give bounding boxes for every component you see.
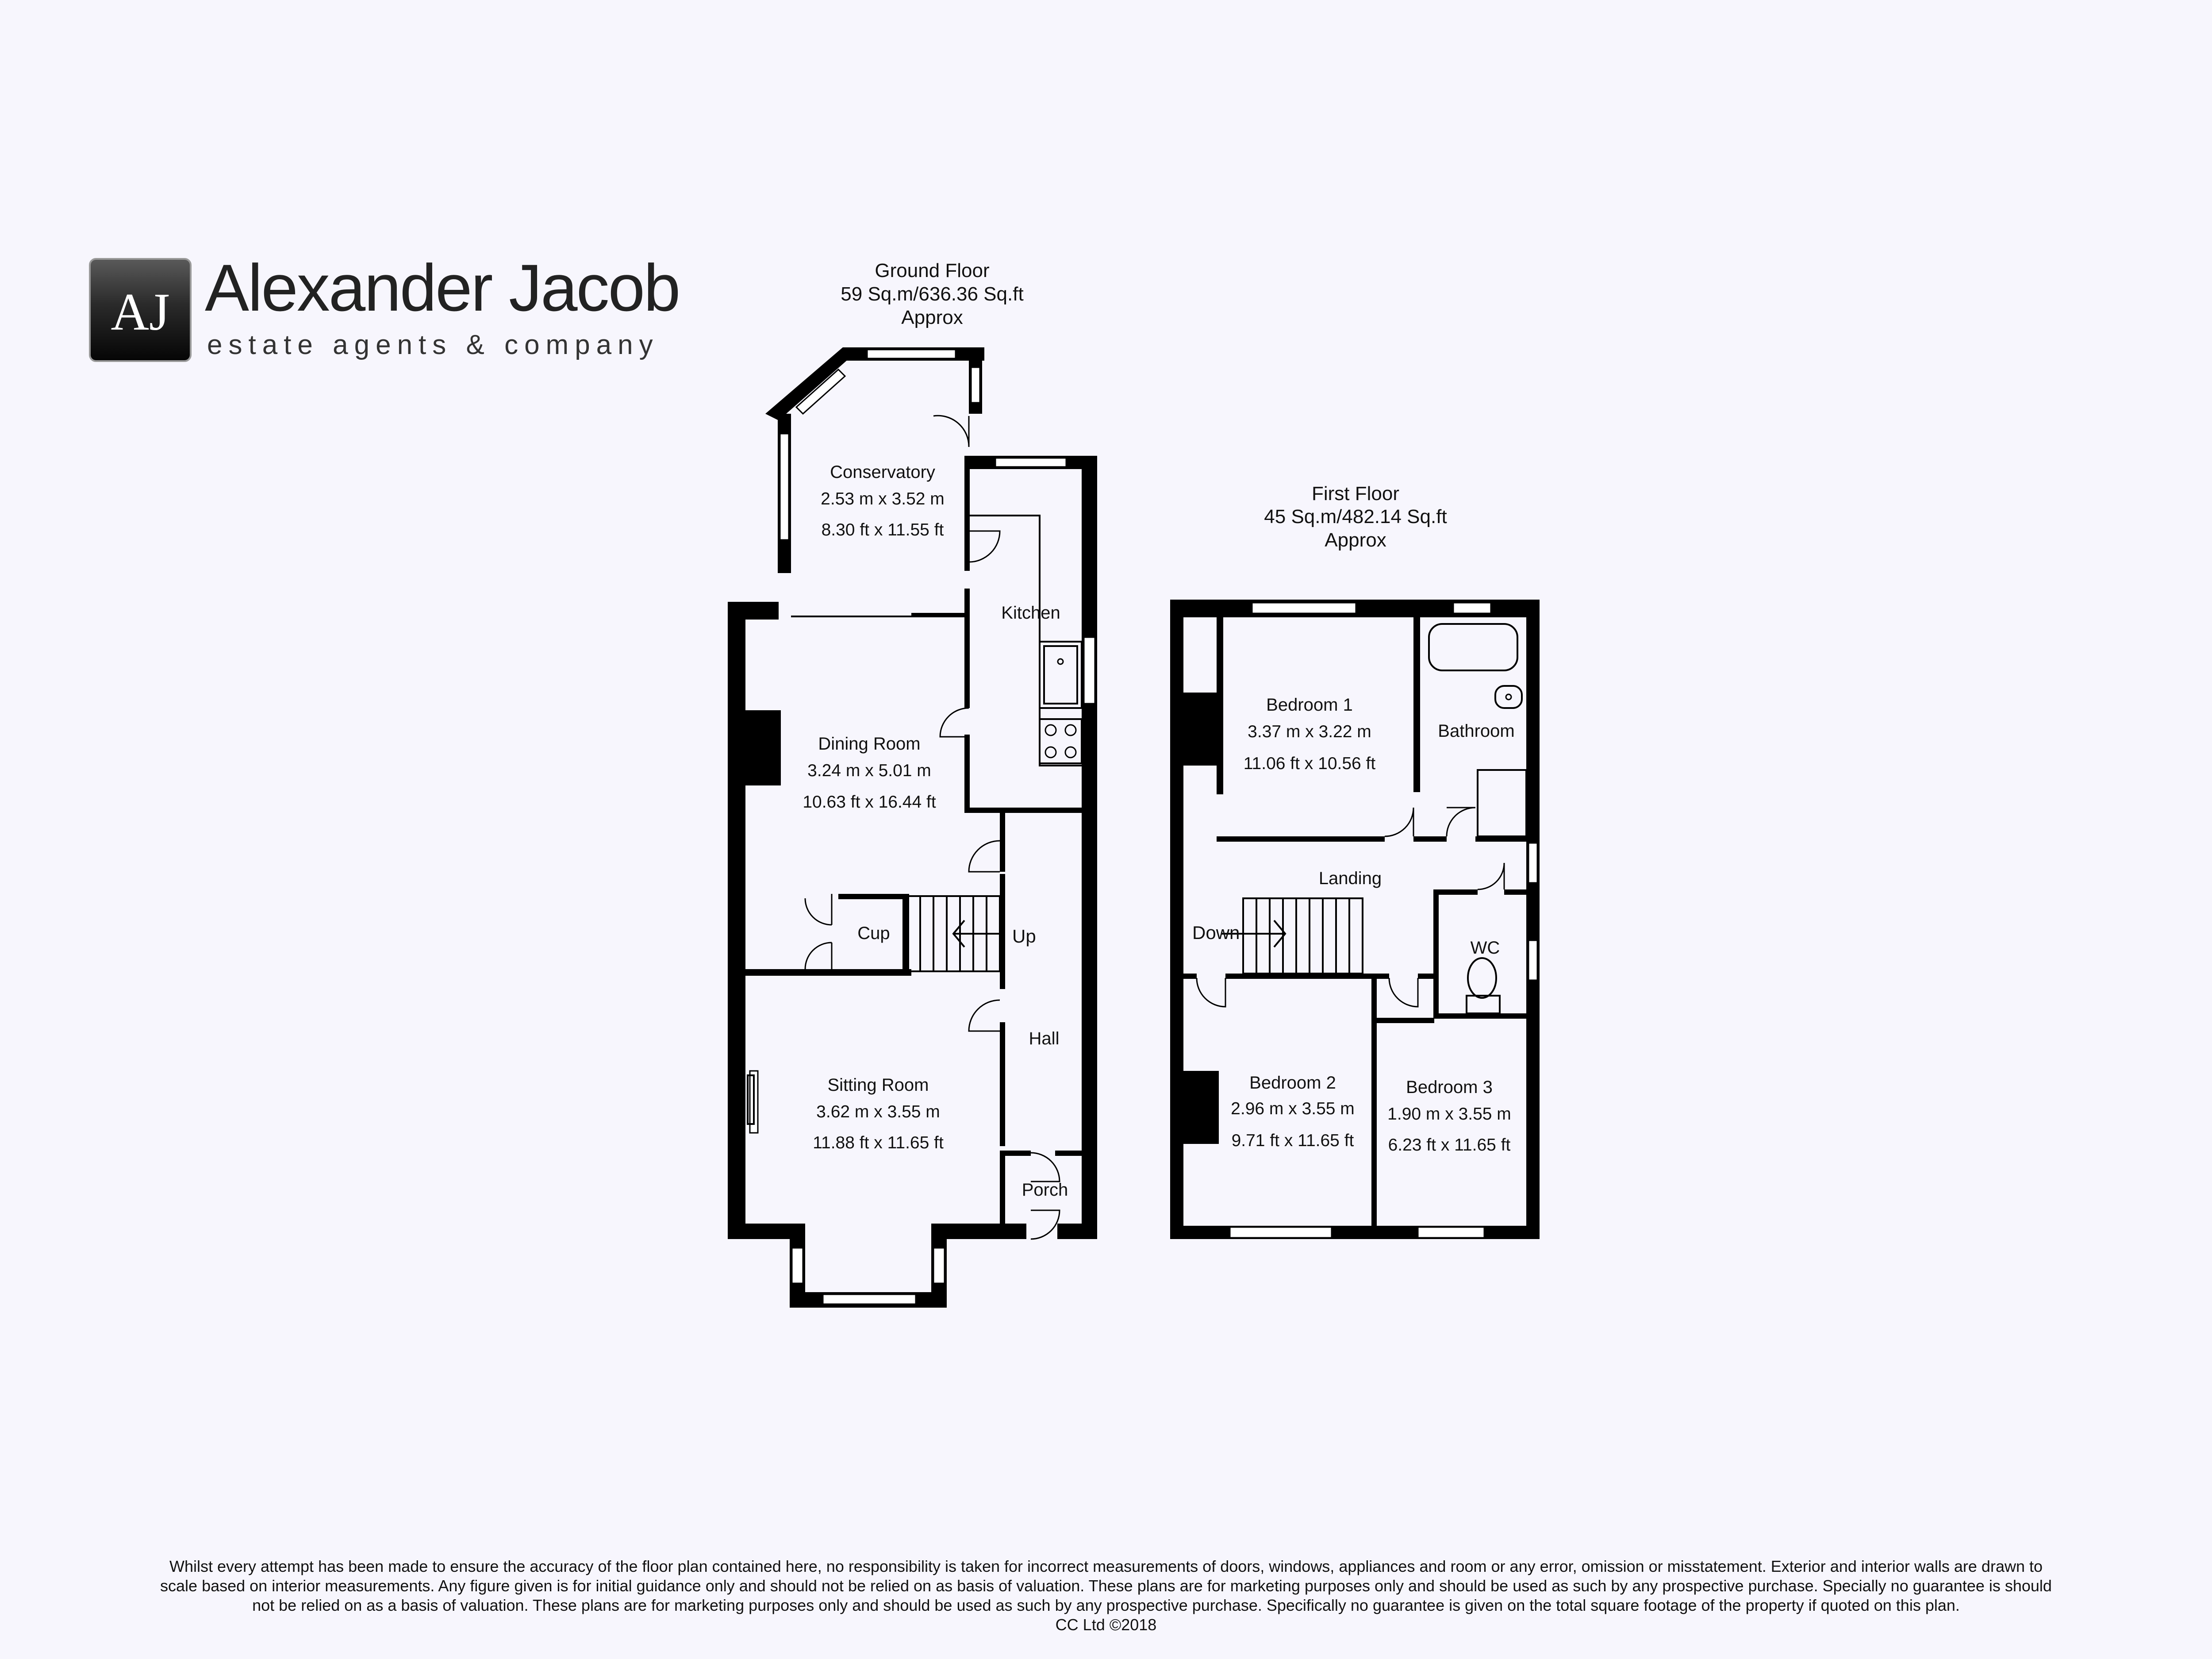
room-imperial: 8.30 ft x 11.55 ft <box>821 520 944 539</box>
room-name: Bedroom 2 <box>1249 1073 1336 1093</box>
room-imperial: 11.88 ft x 11.65 ft <box>813 1133 944 1152</box>
room-name: Sitting Room <box>827 1075 929 1095</box>
first-floor-title <box>1264 483 1447 551</box>
disclaimer-line: scale based on interior measurements. Any figure given is for initial guidance only and should not be relied on as basis of valuation. These plans are for marketing purposes only and should be used as such by any prospective purchase. Specially no guarantee is should <box>160 1577 2052 1595</box>
room-imperial: 11.06 ft x 10.56 ft <box>1243 754 1376 773</box>
brand-logo <box>90 250 679 361</box>
brand-tagline: estate agents & company <box>207 330 659 360</box>
room-metric: 2.53 m x 3.52 m <box>821 489 945 508</box>
room-name: Hall <box>1029 1029 1060 1048</box>
door-swing <box>1385 808 1413 836</box>
room-name: Landing <box>1318 869 1382 888</box>
ground-room-labels <box>803 462 1068 1200</box>
ground-stairs <box>907 896 1004 971</box>
floor-area: 59 Sq.m/636.36 Sq.ft <box>841 283 1024 305</box>
room-name: Cup <box>857 924 890 943</box>
room-metric: 3.37 m x 3.22 m <box>1248 722 1371 741</box>
room-name: Porch <box>1022 1180 1068 1200</box>
room-metric: 3.24 m x 5.01 m <box>807 761 931 780</box>
room-imperial: 9.71 ft x 11.65 ft <box>1231 1131 1354 1150</box>
room-name: Dining Room <box>818 734 921 754</box>
disclaimer-line: not be relied on as a basis of valuation. These plans are for marketing purposes only and should be used as such by any prospective purchase. Specifically no guarantee is given on the total square footage of the property if quoted on this plan. <box>252 1596 1960 1614</box>
floor-approx: Approx <box>1325 529 1386 551</box>
floor-area: 45 Sq.m/482.14 Sq.ft <box>1264 506 1447 527</box>
room-name: Kitchen <box>1001 603 1060 623</box>
room-name: Conservatory <box>830 462 935 482</box>
floor-approx: Approx <box>901 307 963 328</box>
first-stairs <box>1221 898 1363 974</box>
first-room-labels <box>1192 695 1515 1155</box>
floor-title: Ground Floor <box>875 260 990 281</box>
disclaimer-line: Whilst every attempt has been made to ensure the accuracy of the floor plan contained here, no responsibility is taken for incorrect measurements of doors, windows, appliances and room or any error, omission or misstatement. Exterior and interior walls are drawn to <box>169 1557 2043 1575</box>
room-metric: 3.62 m x 3.55 m <box>816 1102 940 1121</box>
room-name: Bathroom <box>1438 721 1515 741</box>
brand-name: Alexander Jacob <box>205 250 680 325</box>
logo-letters: AJ <box>111 282 170 341</box>
stairs-up-label: Up <box>1012 926 1036 947</box>
stairs-down-label: Down <box>1192 922 1240 943</box>
room-metric: 2.96 m x 3.55 m <box>1231 1099 1355 1118</box>
floor-title: First Floor <box>1312 483 1399 504</box>
room-name: Bedroom 1 <box>1266 695 1353 715</box>
room-imperial: 6.23 ft x 11.65 ft <box>1388 1136 1511 1155</box>
room-name: WC <box>1470 938 1500 958</box>
ground-floor-title <box>841 260 1023 328</box>
copyright: CC Ltd ©2018 <box>1055 1616 1157 1634</box>
room-imperial: 10.63 ft x 16.44 ft <box>803 793 936 812</box>
room-name: Bedroom 3 <box>1406 1078 1493 1097</box>
disclaimer <box>27 1557 2185 1635</box>
door-swing <box>969 531 1000 562</box>
room-metric: 1.90 m x 3.55 m <box>1387 1105 1511 1124</box>
